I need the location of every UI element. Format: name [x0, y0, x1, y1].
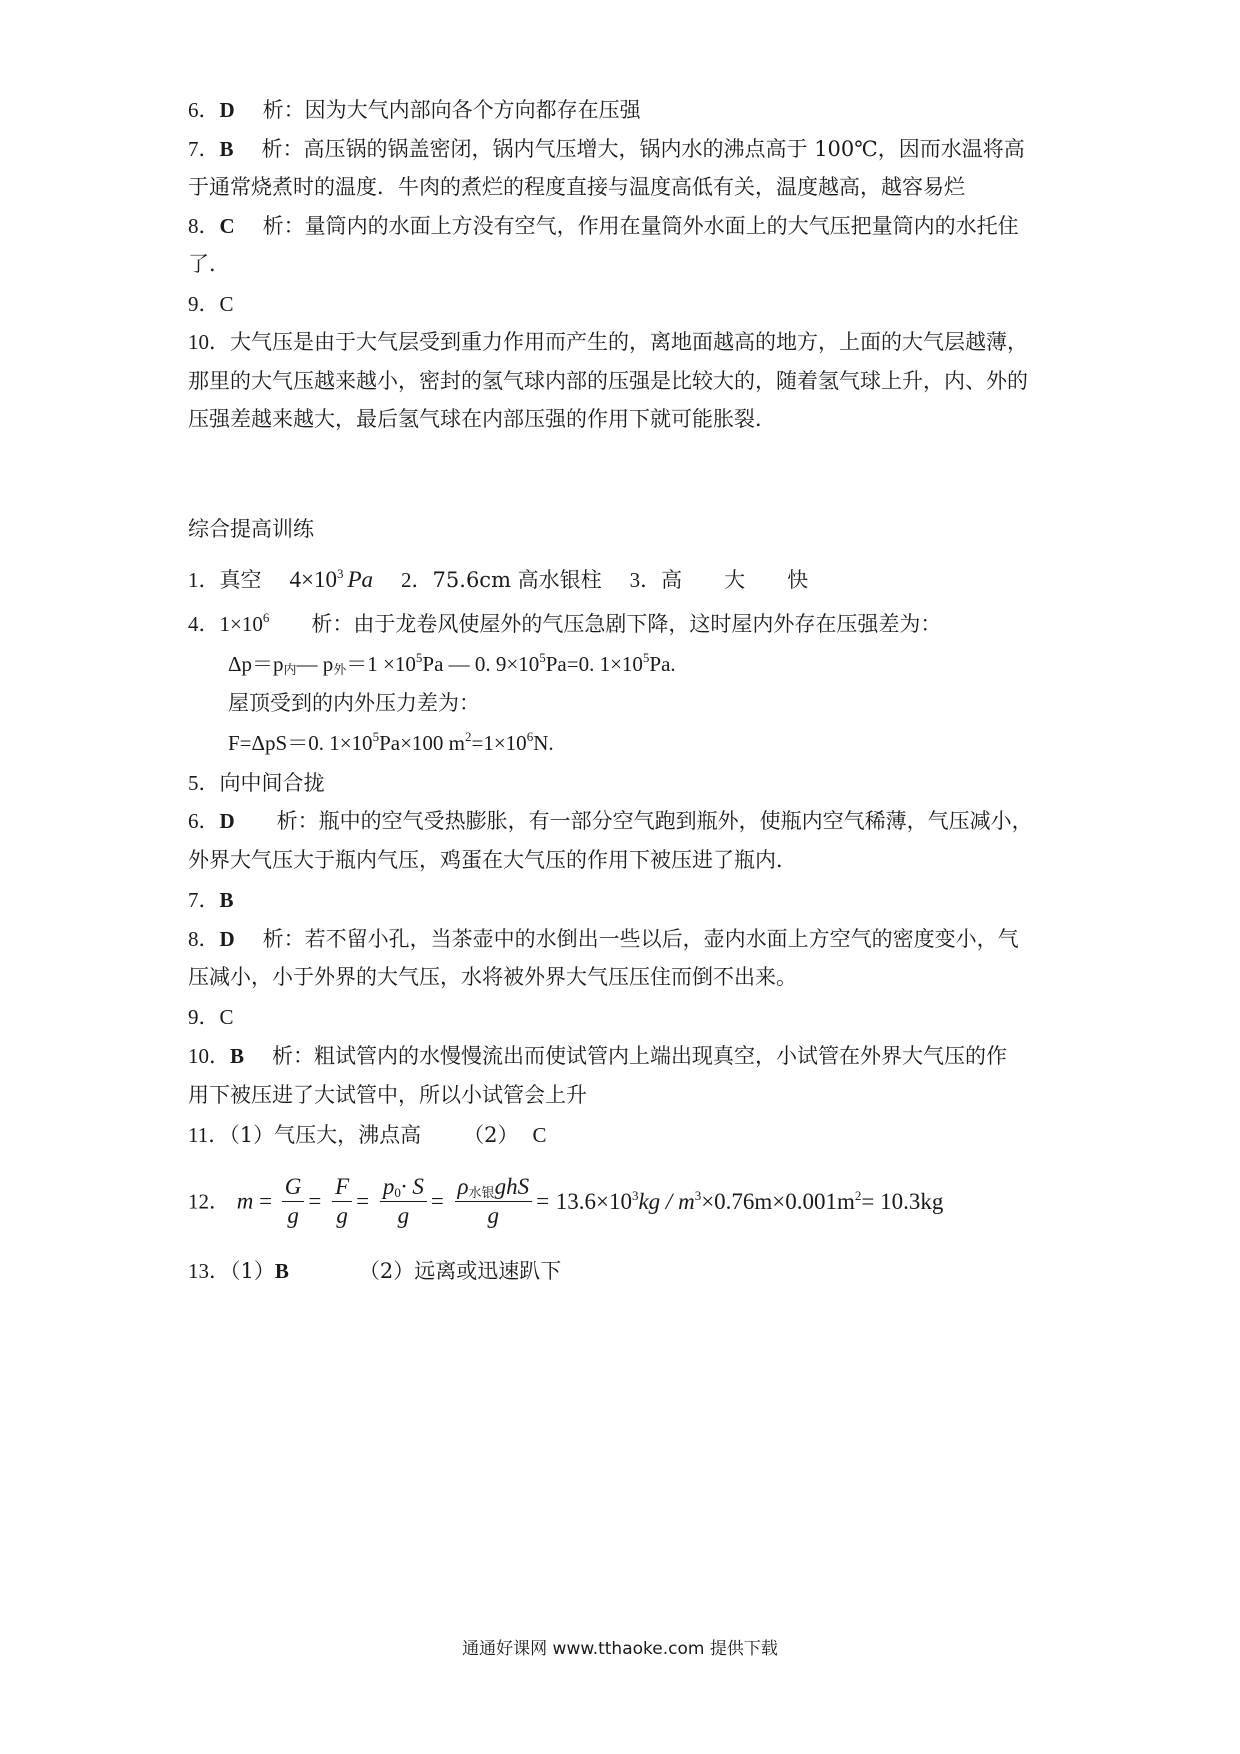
answer-4: 4．$1\times 10^6$ 析：由于龙卷风使屋外的气压急剧下降，这时屋内外存在压强差为： [188, 610, 942, 636]
answer-letter: B [274, 1259, 289, 1283]
answer-8b: 8．D 析：若不留小孔，当茶壶中的水倒出一些以后，壶内水面上方空气的密度变小，气 [188, 927, 1019, 951]
answer-8-cont: 了． [188, 252, 230, 276]
answer-letter: B [219, 137, 234, 161]
footer-source: 通通好课网 www.tthaoke.com 提供下载 [462, 1639, 778, 1659]
answer-letter: D [219, 927, 235, 951]
answers-1-3: 1．真空 $4\times 10^3$ Pa 2．75.6cm 高水银柱 3．高 大 快 [188, 566, 809, 592]
answer-10-cont2: 压强差越来越大，最后氢气球在内部压强的作用下就可能胀裂． [188, 407, 776, 431]
answer-10-cont: 那里的大气压越来越小，密封的氢气球内部的压强是比较大的，随着氢气球上升，内、外的 [188, 369, 1028, 393]
answer-letter: B [219, 888, 234, 912]
answer-letter: D [219, 809, 235, 833]
answer-5: 5．向中间合拢 [188, 771, 325, 795]
answer-letter: D [219, 98, 235, 122]
answer-letter: C [219, 214, 235, 238]
answer-11: 11．（1）气压大，沸点高 （2） C [188, 1123, 547, 1147]
answer-9: 9．C [188, 292, 234, 316]
answer-4-eq1: $\Delta p=p_内—$ $p_外=1 \times 10^5Pa$ — 0. $9\times 10^5Pa=0$. $1\times 10^5Pa$. [228, 650, 676, 678]
answer-10b: 10．B 析：粗试管内的水慢慢流出而使试管内上端出现真空，小试管在外界大气压的作 [188, 1044, 1008, 1068]
answer-letter: B [230, 1044, 245, 1068]
fraction-ps: $\frac{p_0\cdot S}{g}$ [380, 1173, 427, 1230]
formula-result: $13.6\times 10^3kg / m^3\times 0.76m\times 0.001m^2= 10.3kg$ [555, 1187, 944, 1214]
fraction-rhoghs: $\frac{\rho_{水银}ghS}{g}$ [455, 1173, 533, 1230]
answer-10: 10．大气压是由于大气层受到重力作用而产生的，离地面越高的地方，上面的大气层越薄， [188, 330, 1028, 354]
section-title: 综合提高训练 [188, 517, 314, 541]
answer-4-eq2: F=ΔpS＝0. $1\times 10^5Pa\times 100$ $m^2=1\times 10^6N$. [228, 729, 554, 755]
answer-13: 13．（1）B （2）远离或迅速趴下 [188, 1259, 562, 1283]
answer-7: 7．B 析：高压锅的锅盖密闭，锅内气压增大，锅内水的沸点高于 100℃，因而水温将高 [188, 137, 1025, 161]
answer-12-formula: 12． m = $\frac{G}{g}$ = $\frac{F}{g}$ = $\frac{p_0\cdot S}{g}$ = $\frac{\rho_{水银}ghS}{g}$ = $13.6\times 10^3kg / m^3\times 0.76m\times 0.001m^2= 10.3kg$ [188, 1174, 944, 1228]
answer-6: 6．D 析：因为大气内部向各个方向都存在压强 [188, 98, 641, 122]
answer-8b-cont: 压减小，小于外界的大气压，水将被外界大气压压住而倒不出来。 [188, 965, 797, 989]
answer-10b-cont: 用下被压进了大试管中，所以小试管会上升 [188, 1083, 587, 1107]
answer-9b: 9．C [188, 1005, 234, 1029]
answer-6b: 6．D 析：瓶中的空气受热膨胀，有一部分空气跑到瓶外，使瓶内空气稀薄，气压减小， [188, 809, 1033, 833]
fraction-g: $\frac{G}{g}$ [282, 1173, 305, 1230]
answer-4-text2: 屋顶受到的内外压力差为： [228, 691, 480, 715]
answer-7b: 7．B [188, 888, 234, 912]
answer-8: 8．C 析：量筒内的水面上方没有空气，作用在量筒外水面上的大气压把量筒内的水托住 [188, 214, 1019, 238]
answer-7-cont: 于通常烧煮时的温度．牛肉的煮烂的程度直接与温度高低有关，温度越高，越容易烂 [188, 175, 965, 199]
answer-6b-cont: 外界大气压大于瓶内气压，鸡蛋在大气压的作用下被压进了瓶内． [188, 848, 797, 872]
fraction-f: $\frac{F}{g}$ [332, 1173, 352, 1230]
